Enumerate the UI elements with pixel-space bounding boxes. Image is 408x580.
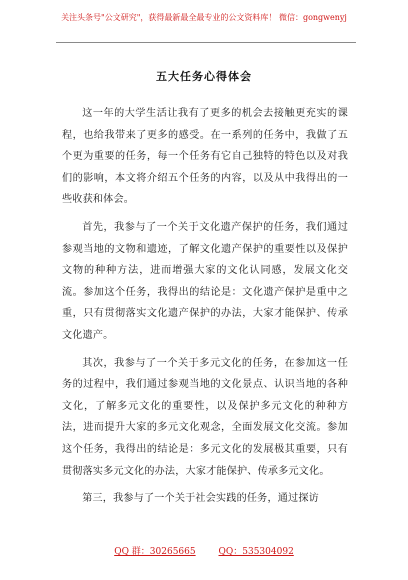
- paragraph-second-task: 其次，我参与了一个关于多元文化的任务，在参加这一任务的过程中，我们通过参观当地的文化景点、认识当地的各种文化，了解多元文化的重要性，以及保护多元文化的种种方法，进而提升大家的多元文化观念，全面发展文化交流。参加这个任务，我得出的结论是：多元文化的发展极其重要，只有贯彻落实多元文化的办法，大家才能保护、传承多元文化。: [62, 357, 348, 477]
- paragraph-first-task: 首先，我参与了一个关于文化遗产保护的任务，我们通过参观当地的文物和遗迹，了解文化遗产保护的重要性以及保护文物的种种方法，进而增强大家的文化认同感，发展文化交流。参加这个任务，我得出的结论是：文化遗产保护是重中之重，只有贯彻落实文化遗产保护的办法，大家才能保护、传承文化遗产。: [62, 221, 348, 341]
- qq-contact: QQ：535304092: [218, 547, 294, 557]
- header-divider: [56, 42, 356, 43]
- paragraph-intro: 这一年的大学生活让我有了更多的机会去接触更充实的课程，也给我带来了更多的感受。在一系列的任务中，我做了五个更为重要的任务，每一个任务有它自己独特的特色以及对我们的影响，本文将介绍五个任务的内容，以及从中我得出的一些收获和体会。: [62, 108, 348, 206]
- document-body: [62, 103, 348, 516]
- paragraph-third-task: 第三，我参与了一个关于社会实践的任务，通过探访: [82, 493, 319, 505]
- page-header-banner: 关注头条号"公文研究"，获得最新最全最专业的公文资料库！ 微信：gongwenyj: [61, 13, 347, 22]
- document-title: 五大任务心得体会: [156, 70, 252, 83]
- page-footer: [0, 544, 408, 557]
- qq-group-contact: QQ 群：30265665: [114, 547, 196, 557]
